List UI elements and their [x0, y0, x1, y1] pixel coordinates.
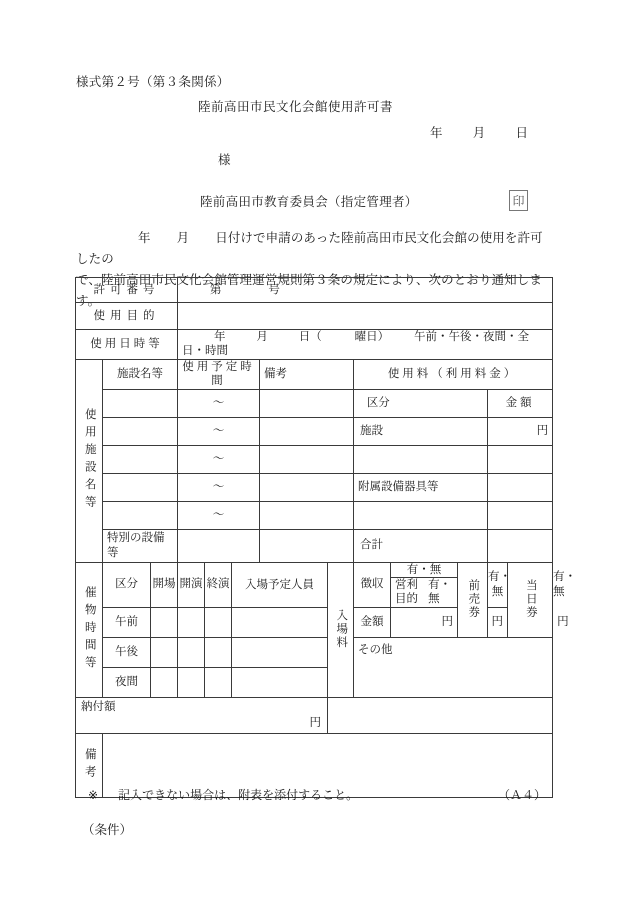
note-mark: ※ — [88, 788, 99, 802]
purpose-label: 使用目的 — [76, 303, 178, 330]
profit-purpose-label: 営利目的 — [395, 579, 418, 606]
facility-remarks-3[interactable] — [260, 445, 354, 473]
body-line1-rest: 日付けで申請のあった陸前高田市民文化会館の使用を許可したの — [76, 231, 543, 266]
facility-name-input-1[interactable] — [103, 389, 178, 417]
event-start-header: 開演 — [178, 562, 205, 607]
issue-date-year: 年 — [430, 126, 443, 140]
permit-number-value[interactable]: 第 号 — [178, 278, 553, 303]
usage-fee-header: 使用料（利用料金） — [354, 359, 553, 389]
collection-yes-no[interactable]: 有・無 — [391, 563, 457, 578]
event-attendance-morning[interactable] — [232, 607, 328, 637]
collection-value-cell[interactable] — [391, 562, 458, 607]
event-attendance-night[interactable] — [232, 667, 328, 697]
issuer-name: 陸前高田市教育委員会（指定管理者） — [200, 195, 418, 209]
same-day-ticket-label: 当日券 — [508, 562, 553, 637]
issue-date-day: 日 — [515, 126, 529, 140]
paper-size-label: （Ａ４） — [498, 788, 547, 802]
form-number: 様式第２号（第３条関係） — [76, 75, 230, 89]
table-row-purpose — [76, 303, 553, 330]
body-year: 年 — [138, 231, 151, 245]
body-line2: で、陸前高田市民文化会館管理運営規則第３条の規定により、次のとおり通知します。 — [76, 273, 542, 308]
event-end-afternoon[interactable] — [205, 637, 232, 667]
table-row-event-header: 催物時間等 区分 開場 開演 終演 入場予定人員 入場料 徴収 有・無 営利目的 有・無 前売券 有・無 当日券 有・無 — [76, 562, 553, 607]
table-row-facility-5 — [76, 501, 553, 529]
fee-category-blank-1[interactable] — [354, 445, 488, 473]
issue-date-line — [430, 123, 528, 141]
body-month: 月 — [176, 231, 190, 245]
datetime-label: 使用日時等 — [76, 330, 178, 360]
scheduled-time-2[interactable]: 〜 — [178, 417, 260, 445]
fee-amount-total[interactable] — [488, 529, 553, 562]
event-open-morning[interactable] — [151, 607, 178, 637]
collection-inner-table — [391, 563, 457, 607]
facility-remarks-5[interactable] — [260, 501, 354, 529]
facility-name-input-2[interactable] — [103, 417, 178, 445]
table-row-permit-number — [76, 278, 553, 303]
special-equipment-time[interactable] — [178, 529, 260, 562]
special-equipment-remarks[interactable] — [260, 529, 354, 562]
scheduled-time-header: 使用予定時間 — [178, 359, 260, 389]
note-text: 記入できない場合は、附表を添付すること。 — [118, 788, 359, 802]
payment-label: 納付額 — [81, 700, 116, 713]
fee-amount-facility[interactable]: 円 — [488, 417, 553, 445]
admission-other-label: その他 — [358, 643, 393, 656]
event-end-morning[interactable] — [205, 607, 232, 637]
fee-category-facility: 施設 — [354, 417, 488, 445]
facility-name-input-5[interactable] — [103, 501, 178, 529]
admission-fee-label: 入場料 — [328, 562, 354, 697]
table-row-event-morning: 午前 金額 円 円 円 — [76, 607, 553, 637]
event-attendance-afternoon[interactable] — [232, 637, 328, 667]
table-row-facility-2 — [76, 417, 553, 445]
event-section-label: 催物時間等 — [76, 562, 103, 697]
facility-remarks-4[interactable] — [260, 473, 354, 501]
table-row-facility-3 — [76, 445, 553, 473]
event-start-night[interactable] — [178, 667, 205, 697]
scheduled-time-4[interactable]: 〜 — [178, 473, 260, 501]
scheduled-time-5[interactable]: 〜 — [178, 501, 260, 529]
admission-other-cell[interactable] — [354, 637, 553, 697]
fee-category-total: 合計 — [354, 529, 488, 562]
facility-name-input-4[interactable] — [103, 473, 178, 501]
payment-extra-cell[interactable] — [328, 697, 553, 733]
table-row-facility-4 — [76, 473, 553, 501]
facility-section-label: 使用施設名等 — [76, 359, 103, 562]
event-division-afternoon: 午後 — [103, 637, 151, 667]
advance-ticket-label: 前売券 — [458, 562, 488, 637]
admission-amount-value[interactable]: 円 — [391, 607, 458, 637]
remarks-label: 備考 — [76, 733, 103, 797]
fee-category-header: 区分 — [354, 389, 488, 417]
permit-number-label: 許可番号 — [76, 278, 178, 303]
scheduled-time-1[interactable]: 〜 — [178, 389, 260, 417]
admission-amount-label: 金額 — [354, 607, 391, 637]
addressee-honorific: 様 — [218, 153, 231, 167]
payment-unit: 円 — [309, 717, 321, 730]
event-open-afternoon[interactable] — [151, 637, 178, 667]
event-division-header: 区分 — [103, 562, 151, 607]
table-row-datetime — [76, 330, 553, 360]
issue-date-month: 月 — [472, 126, 486, 140]
event-end-header: 終演 — [205, 562, 232, 607]
table-row-facility-1 — [76, 389, 553, 417]
fee-amount-header: 金額 — [488, 389, 553, 417]
event-start-morning[interactable] — [178, 607, 205, 637]
table-row-special-equipment — [76, 529, 553, 562]
fee-amount-equipment[interactable] — [488, 473, 553, 501]
remarks-header: 備考 — [260, 359, 354, 389]
table-row-payment — [76, 697, 553, 733]
scheduled-time-3[interactable]: 〜 — [178, 445, 260, 473]
event-open-header: 開場 — [151, 562, 178, 607]
event-end-night[interactable] — [205, 667, 232, 697]
footer-note — [88, 786, 358, 803]
payment-cell[interactable] — [76, 697, 328, 733]
table-row-event-afternoon — [76, 637, 553, 667]
permit-table — [75, 277, 577, 798]
event-attendance-header: 入場予定人員 — [232, 562, 328, 607]
purpose-value[interactable] — [178, 303, 553, 330]
collection-label: 徴収 — [354, 562, 391, 607]
advance-ticket-value[interactable]: 有・無 — [488, 562, 508, 607]
facility-name-header: 施設名等 — [103, 359, 178, 389]
special-equipment-label: 特別の設備等 — [103, 529, 178, 562]
conditions-label: （条件） — [82, 823, 133, 837]
document-title: 陸前高田市民文化会館使用許可書 — [198, 100, 394, 114]
event-start-afternoon[interactable] — [178, 637, 205, 667]
event-open-night[interactable] — [151, 667, 178, 697]
fee-category-equipment: 附属設備器具等 — [354, 473, 488, 501]
event-division-night: 夜間 — [103, 667, 151, 697]
fee-amount-blank-1[interactable] — [488, 445, 553, 473]
advance-ticket-amount[interactable]: 円 — [488, 607, 508, 637]
datetime-value[interactable]: 年 月 日（ 曜日） 午前・午後・夜間・全日・時間 — [178, 330, 553, 360]
profit-purpose-cell[interactable] — [391, 578, 457, 607]
fee-category-blank-2[interactable] — [354, 501, 488, 529]
facility-remarks-1[interactable] — [260, 389, 354, 417]
fee-amount-blank-2[interactable] — [488, 501, 553, 529]
facility-name-input-3[interactable] — [103, 445, 178, 473]
profit-purpose-value[interactable]: 有・無 — [428, 579, 452, 606]
seal-stamp-box: 印 — [509, 190, 528, 211]
event-division-morning: 午前 — [103, 607, 151, 637]
facility-remarks-2[interactable] — [260, 417, 354, 445]
table-row-facility-header — [76, 359, 553, 389]
